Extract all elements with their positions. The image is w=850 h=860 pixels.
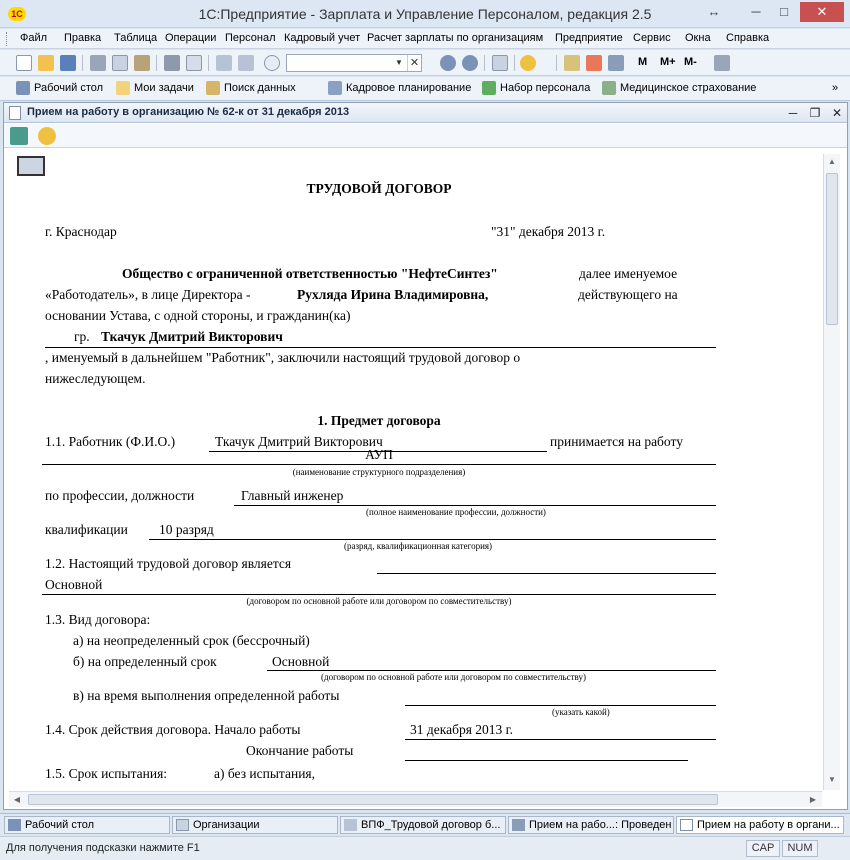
copy-icon[interactable] (112, 55, 128, 71)
app-logo-icon: 1С (8, 7, 26, 21)
recruitment-icon (482, 81, 496, 95)
task-label: Организации (193, 819, 260, 831)
employee-underline (45, 347, 716, 348)
find-next-icon[interactable] (440, 55, 456, 71)
new-document-icon[interactable] (16, 55, 32, 71)
menu-file[interactable]: Файл (20, 32, 48, 44)
basis-text: основании Устава, с одной стороны, и гражданин(ка) (45, 308, 351, 323)
caps-lock-indicator: CAP (746, 840, 780, 857)
contract-date: "31" декабря 2013 г. (491, 224, 606, 239)
help-icon[interactable] (38, 127, 56, 145)
cell-marker[interactable] (17, 156, 45, 176)
task-hiring-posted[interactable] (508, 816, 674, 834)
medical-insurance-icon (602, 81, 616, 95)
memory-minus-button[interactable]: M- (684, 56, 697, 68)
toolbar-separator (556, 55, 557, 71)
p11-label: 1.1. Работник (Ф.И.О.) (45, 434, 176, 449)
p14-start-underline (405, 739, 716, 740)
desktop-icon (8, 819, 21, 831)
task-contract-template[interactable] (340, 816, 506, 834)
status-bar (0, 836, 850, 860)
print-icon[interactable] (164, 55, 180, 71)
cut-icon[interactable] (90, 55, 106, 71)
memory-plus-button[interactable]: M+ (660, 56, 676, 68)
redo-icon[interactable] (238, 55, 254, 71)
scroll-down-icon[interactable]: ▼ (828, 775, 836, 784)
window-taskbar (0, 813, 850, 835)
p13-b: б) на определенный срок (73, 654, 217, 669)
window-title: 1С:Предприятие - Зарплата и Управление Персоналом, редакция 2.5 (198, 6, 652, 22)
citizen-prefix: гр. (74, 329, 90, 344)
organization-name: Общество с ограниченной ответственностью "НефтеСинтез" (122, 266, 498, 281)
profession-hint: (полное наименование профессии, должности) (366, 507, 546, 517)
qualification-hint: (разряд, квалификационная категория) (344, 541, 493, 551)
status-hint: Для получения подсказки нажмите F1 (6, 842, 200, 854)
search-input[interactable] (286, 54, 422, 72)
minimize-button[interactable]: ─ (751, 4, 761, 19)
toolbar-medical-insurance[interactable]: Медицинское страхование (620, 82, 757, 94)
task-label: ВПФ_Трудовой договор б... (361, 819, 501, 831)
scroll-up-icon[interactable]: ▲ (828, 157, 836, 166)
profession-underline (234, 505, 716, 506)
document-title-bar (4, 103, 847, 123)
contract-city: г. Краснодар (45, 224, 117, 239)
undo-icon[interactable] (216, 55, 232, 71)
toolbar-separator (156, 55, 157, 71)
scroll-left-icon[interactable]: ◀ (13, 795, 21, 804)
vertical-scroll-thumb[interactable] (826, 173, 838, 325)
tasks-icon (116, 81, 130, 95)
menu-table[interactable]: Таблица (114, 32, 158, 44)
p12-label: 1.2. Настоящий трудовой договор является (45, 556, 292, 571)
toolbar-desktop[interactable]: Рабочий стол (34, 82, 104, 94)
menu-edit[interactable]: Правка (64, 32, 102, 44)
calendar-icon[interactable] (586, 55, 602, 71)
document-minimize-button[interactable]: ─ (788, 106, 798, 120)
main-toolbar (0, 50, 850, 76)
menu-bar (0, 29, 850, 49)
num-lock-indicator: NUM (782, 840, 818, 857)
document-toolbar (4, 124, 847, 148)
task-desktop[interactable] (4, 816, 170, 834)
p12-underline (377, 573, 716, 574)
p13-c: в) на время выполнения определенной работы (73, 688, 340, 703)
department-value: АУП (365, 447, 393, 462)
resize-icon[interactable]: ↔ (707, 4, 721, 19)
menu-payroll[interactable]: Расчет зарплаты по организациям (367, 32, 544, 44)
toolbar-recruitment[interactable]: Набор персонала (500, 82, 591, 94)
toolbar-more-button[interactable]: » (832, 82, 839, 94)
document-icon (9, 106, 21, 120)
vertical-scrollbar[interactable] (823, 154, 840, 790)
p14-start: 31 декабря 2013 г. (410, 722, 514, 737)
menu-windows[interactable]: Окна (685, 32, 711, 44)
document-restore-button[interactable]: ❐ (809, 106, 821, 120)
menu-hr-accounting[interactable]: Кадровый учет (284, 32, 361, 44)
document-close-button[interactable]: ✕ (831, 106, 843, 120)
menu-enterprise[interactable]: Предприятие (555, 32, 623, 44)
section1-title: 1. Предмет договора (317, 413, 441, 428)
employee-name: Ткачук Дмитрий Викторович (101, 329, 283, 344)
document-window (3, 102, 848, 810)
menu-help[interactable]: Справка (726, 32, 770, 44)
contract-document (9, 154, 822, 790)
list-icon (176, 819, 189, 831)
menu-grip-icon (6, 32, 9, 46)
save-icon[interactable] (60, 55, 76, 71)
contract-heading: ТРУДОВОЙ ДОГОВОР (306, 181, 452, 196)
processing-icon (344, 819, 357, 831)
open-folder-icon[interactable] (38, 55, 54, 71)
menu-operations[interactable]: Операции (165, 32, 217, 44)
data-search-icon (206, 81, 220, 95)
search-clear-icon[interactable]: ✕ (407, 55, 421, 71)
toolbar-separator (208, 55, 209, 71)
info-icon[interactable] (520, 55, 536, 71)
p12-value: Основной (45, 577, 103, 592)
paste-icon[interactable] (134, 55, 150, 71)
p14-end-underline (405, 760, 688, 761)
p12-value-underline (42, 594, 716, 595)
toolbar-separator (484, 55, 485, 71)
profession-value: Главный инженер (241, 488, 344, 503)
calculator-icon[interactable] (564, 55, 580, 71)
horizontal-scrollbar[interactable] (9, 791, 822, 807)
toolbar-hr-planning[interactable]: Кадровое планирование (346, 82, 472, 94)
maximize-button[interactable]: □ (780, 4, 788, 19)
task-organizations[interactable] (172, 816, 338, 834)
task-label: Рабочий стол (25, 819, 95, 831)
sections-toolbar (0, 77, 850, 101)
hr-planning-icon (328, 81, 342, 95)
qualification-label: квалификации (45, 522, 128, 537)
camera-icon[interactable] (10, 127, 28, 145)
p15-label: 1.5. Срок испытания: (45, 766, 168, 781)
settings-group-icon[interactable] (608, 55, 624, 71)
p13-c-underline (405, 705, 716, 706)
search-icon[interactable] (264, 55, 280, 71)
named-as-text: далее именуемое (579, 266, 678, 281)
qualification-value: 10 разряд (159, 522, 214, 537)
document-icon (680, 819, 693, 831)
department-underline (42, 464, 716, 465)
document-title: Прием на работу в организацию № 62-к от 31 декабря 2013 (27, 106, 350, 118)
following-text: нижеследующем. (45, 371, 146, 386)
p13-b-value: Основной (272, 654, 330, 669)
p13-a: а) на неопределенный срок (бессрочный) (73, 633, 310, 648)
department-hint: (наименование структурного подразделения) (292, 467, 466, 477)
tools-icon[interactable] (714, 55, 730, 71)
horizontal-scroll-thumb[interactable] (28, 794, 718, 805)
toolbar-separator (514, 55, 515, 71)
document-icon (512, 819, 525, 831)
acting-text: действующего на (578, 287, 678, 302)
memory-button[interactable]: M (638, 56, 648, 68)
windows-icon[interactable] (492, 55, 508, 71)
title-bar (0, 0, 850, 28)
p14-end-label: Окончание работы (246, 743, 354, 758)
toolbar-my-tasks[interactable]: Мои задачи (134, 82, 194, 94)
close-button[interactable]: ✕ (800, 2, 844, 22)
profession-label: по профессии, должности (45, 488, 195, 503)
toolbar-data-search[interactable]: Поиск данных (224, 82, 296, 94)
p13-b-hint: (договором по основной работе или договором по совместительству) (321, 672, 586, 682)
task-hiring-document[interactable] (676, 816, 844, 834)
search-dropdown-icon[interactable]: ▼ (395, 58, 403, 67)
named-employee-text: , именуемый в дальнейшем "Работник", заключили настоящий трудовой договор о (45, 350, 521, 365)
p13-b-underline (267, 670, 716, 671)
menu-service[interactable]: Сервис (633, 32, 671, 44)
task-label: Прием на работу в органи... (697, 819, 840, 831)
desktop-icon (16, 81, 30, 95)
preview-icon[interactable] (186, 55, 202, 71)
p12-hint: (договором по основной работе или договором по совместительству) (246, 596, 512, 606)
p11-accepted: принимается на работу (550, 434, 683, 449)
p14-label: 1.4. Срок действия договора. Начало работы (45, 722, 301, 737)
menu-personnel[interactable]: Персонал (225, 32, 276, 44)
qualification-underline (149, 539, 716, 540)
employer-intro: «Работодатель», в лице Директора - (45, 287, 251, 302)
director-name: Рухляда Ирина Владимировна, (297, 287, 489, 302)
p13-label: 1.3. Вид договора: (45, 612, 151, 627)
scroll-right-icon[interactable]: ▶ (809, 795, 817, 804)
p13-c-hint: (указать какой) (552, 707, 610, 717)
p15-a: а) без испытания, (214, 766, 316, 781)
task-label: Прием на рабо...: Проведен (529, 819, 672, 831)
find-prev-icon[interactable] (462, 55, 478, 71)
toolbar-separator (82, 55, 83, 71)
p11-name: Ткачук Дмитрий Викторович (215, 434, 383, 449)
